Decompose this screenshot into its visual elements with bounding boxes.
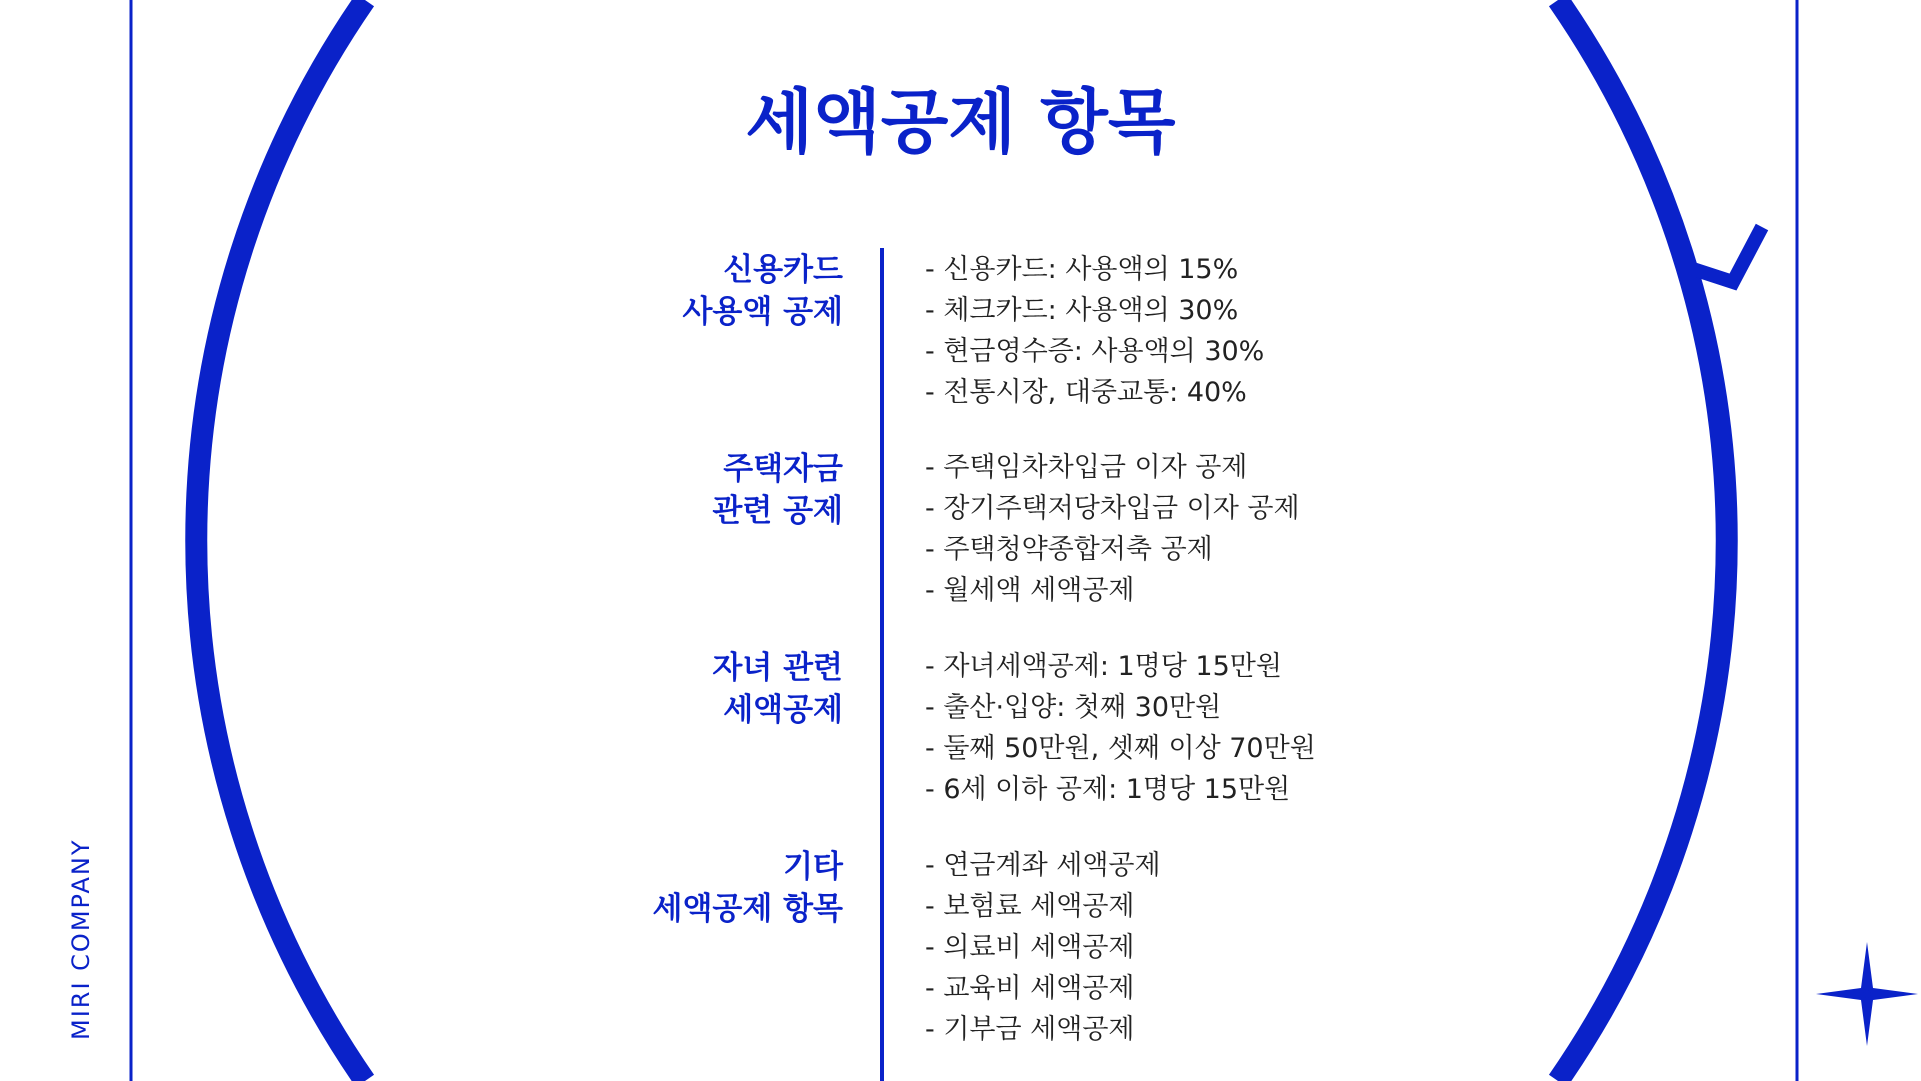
- heading-line: 사용액 공제: [682, 294, 843, 330]
- list-item: - 교육비 세액공제: [925, 973, 1135, 1004]
- vertical-divider: [880, 248, 884, 1081]
- list-item: - 의료비 세액공제: [925, 932, 1135, 963]
- section-items-children: [925, 646, 1316, 810]
- list-item: - 장기주택저당차입금 이자 공제: [925, 493, 1300, 524]
- heading-line: 기타: [783, 849, 843, 885]
- list-item: - 월세액 세액공제: [925, 575, 1135, 606]
- section-items-credit-card: [925, 249, 1264, 413]
- heading-line: 주택자금: [723, 451, 843, 487]
- page-title: 세액공제 항목: [745, 81, 1176, 163]
- list-item: - 자녀세액공제: 1명당 15만원: [925, 651, 1282, 682]
- sparkle-star-center: [1863, 990, 1871, 998]
- list-item: - 전통시장, 대중교통: 40%: [925, 377, 1247, 408]
- list-item: - 체크카드: 사용액의 30%: [925, 295, 1239, 326]
- heading-line: 신용카드: [723, 252, 843, 288]
- list-item: - 연금계좌 세액공제: [925, 850, 1161, 881]
- list-item: - 주택청약종합저축 공제: [925, 534, 1213, 565]
- list-item: - 6세 이하 공제: 1명당 15만원: [925, 774, 1291, 805]
- section-items-other: [925, 845, 1161, 1050]
- section-heading-credit-card: [543, 249, 843, 333]
- heading-line: 관련 공제: [712, 493, 843, 529]
- heading-line: 세액공제 항목: [652, 891, 843, 927]
- heading-line: 세액공제: [723, 692, 843, 728]
- list-item: - 보험료 세액공제: [925, 891, 1135, 922]
- list-item: - 둘째 50만원, 셋째 이상 70만원: [925, 733, 1316, 764]
- heading-line: 자녀 관련: [712, 650, 843, 686]
- list-item: - 기부금 세액공제: [925, 1014, 1135, 1045]
- section-heading-other: [543, 846, 843, 930]
- list-item: - 신용카드: 사용액의 15%: [925, 254, 1239, 285]
- section-items-housing: [925, 447, 1300, 611]
- list-item: - 주택임차차입금 이자 공제: [925, 452, 1248, 483]
- list-item: - 출산·입양: 첫째 30만원: [925, 692, 1222, 723]
- brand-label: MIRI COMPANY: [67, 838, 95, 1040]
- section-heading-children: [543, 647, 843, 731]
- list-item: - 현금영수증: 사용액의 30%: [925, 336, 1265, 367]
- arrow-tick-icon: [1690, 227, 1762, 282]
- section-heading-housing: [543, 448, 843, 532]
